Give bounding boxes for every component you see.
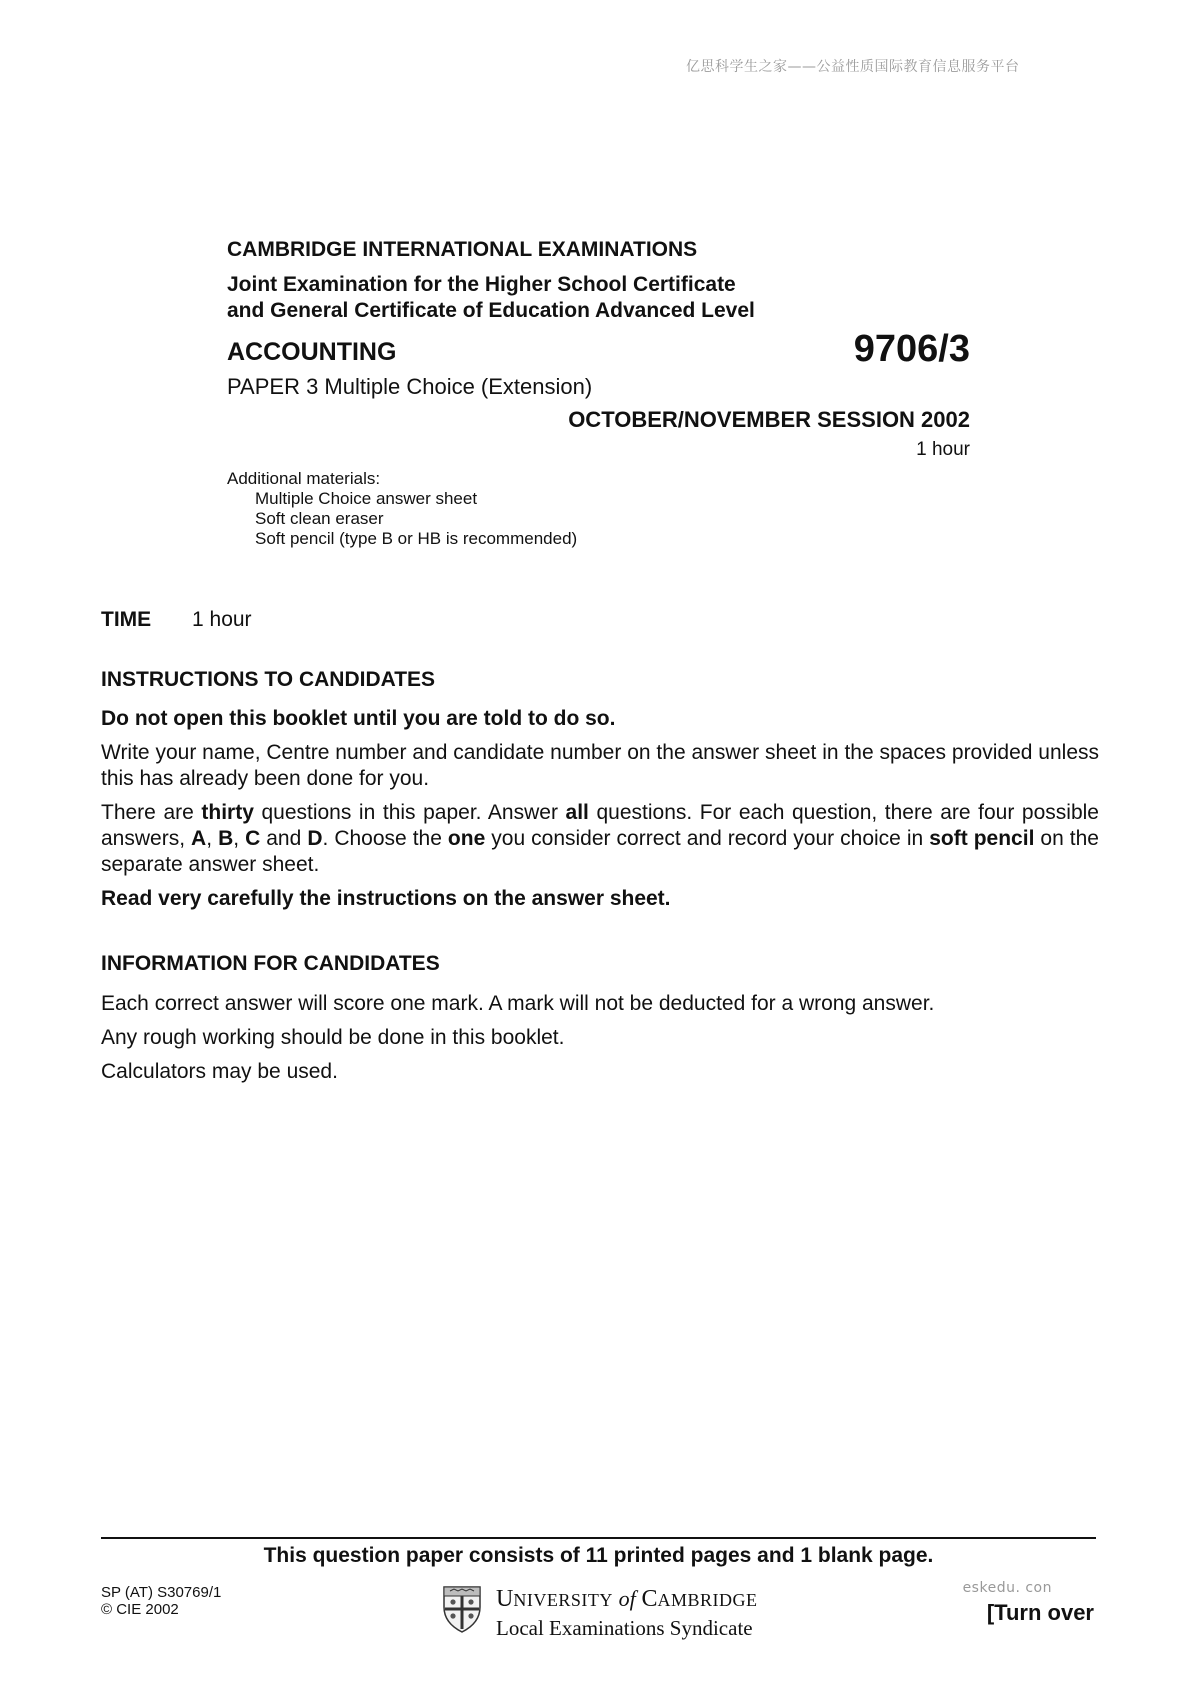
copyright: © CIE 2002 bbox=[101, 1601, 179, 1618]
joint-examination-title bbox=[227, 272, 755, 324]
material-item: Soft clean eraser bbox=[255, 509, 384, 528]
do-not-open-notice: Do not open this booklet until you are told to do so. bbox=[101, 707, 616, 730]
joint-line-1: Joint Examination for the Higher School Certificate bbox=[227, 273, 736, 296]
page-count-note: This question paper consists of 11 printed pages and 1 blank page. bbox=[263, 1544, 934, 1567]
time-allowed bbox=[101, 608, 252, 632]
university-crest-icon bbox=[442, 1585, 482, 1633]
organisation-title: CAMBRIDGE INTERNATIONAL EXAMINATIONS bbox=[227, 238, 698, 261]
university-name: UNIVERSITY of CAMBRIDGE bbox=[496, 1586, 758, 1612]
information-heading: INFORMATION FOR CANDIDATES bbox=[101, 952, 440, 975]
turn-over-note: [Turn over bbox=[986, 1600, 1094, 1625]
additional-materials-label: Additional materials: bbox=[227, 469, 381, 488]
answer-instruction: There are thirty questions in this paper. Answer all questions. For each question, there are four possible answers, A, B, C and D. Choose the one you consider correct and record your choice in soft pencil on the separate answer sheet. bbox=[101, 801, 1099, 876]
joint-line-2: and General Certificate of Education Advanced Level bbox=[227, 299, 755, 322]
exam-duration: 1 hour bbox=[916, 439, 970, 460]
read-carefully-notice: Read very carefully the instructions on the answer sheet. bbox=[101, 887, 671, 910]
instructions-heading: INSTRUCTIONS TO CANDIDATES bbox=[101, 668, 436, 691]
information-line: Each correct answer will score one mark. A mark will not be deducted for a wrong answer. bbox=[101, 992, 935, 1015]
syndicate-name: Local Examinations Syndicate bbox=[496, 1616, 753, 1640]
write-name-instruction: Write your name, Centre number and candidate number on the answer sheet in the spaces provided unless this has already been done for you. bbox=[101, 741, 1099, 790]
material-item: Soft pencil (type B or HB is recommended) bbox=[255, 529, 578, 548]
watermark-footer: eskedu. con bbox=[962, 1580, 1052, 1596]
subject-title: ACCOUNTING bbox=[227, 338, 397, 366]
information-line: Any rough working should be done in this booklet. bbox=[101, 1026, 565, 1049]
watermark-header: 亿思科学生之家——公益性质国际教育信息服务平台 bbox=[686, 59, 1020, 75]
paper-reference: SP (AT) S30769/1 bbox=[101, 1584, 222, 1601]
footer-reference bbox=[101, 1584, 221, 1618]
time-label: TIME bbox=[101, 608, 152, 631]
time-value: 1 hour bbox=[192, 608, 252, 631]
additional-materials bbox=[227, 469, 577, 549]
exam-session: OCTOBER/NOVEMBER SESSION 2002 bbox=[568, 407, 970, 432]
university-logo-text bbox=[496, 1585, 758, 1642]
paper-code: 9706/3 bbox=[853, 328, 970, 370]
footer-divider bbox=[101, 1537, 1096, 1539]
information-line: Calculators may be used. bbox=[101, 1060, 338, 1083]
material-item: Multiple Choice answer sheet bbox=[255, 489, 478, 508]
paper-title: PAPER 3 Multiple Choice (Extension) bbox=[227, 374, 593, 399]
